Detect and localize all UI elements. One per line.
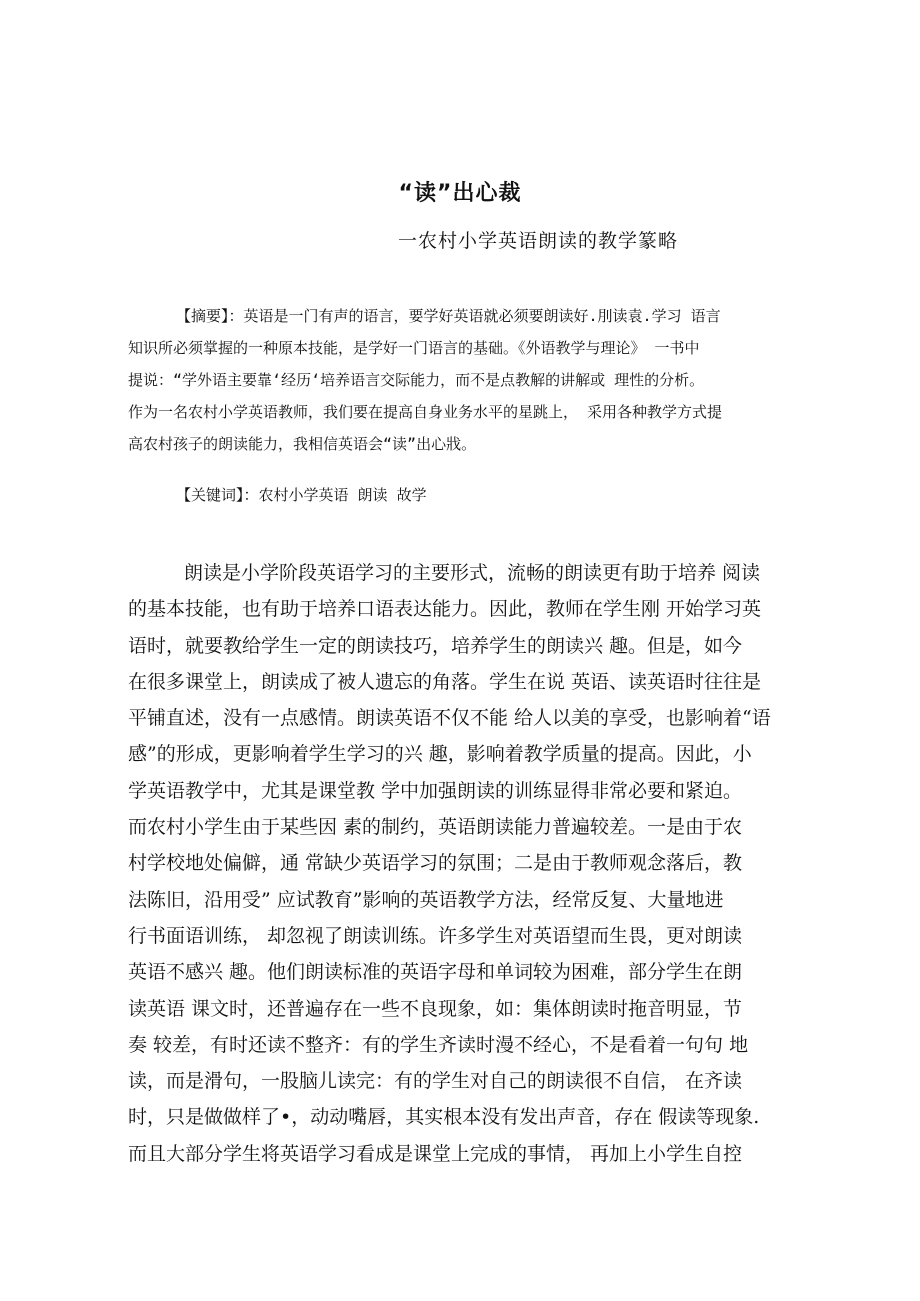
body-line: 读英语 课文时，还普遍存在一些不良现象，如：集体朗读时拖音明显，节 [128, 997, 743, 1020]
abstract-block [128, 300, 790, 460]
body-paragraph [128, 555, 792, 1172]
body-line: 感”的形成，更影响着学生学习的兴 趣，影响着教学质量的提高。因此，小 [128, 743, 752, 766]
body-line: 学英语教学中，尤其是课堂教 学中加强朗读的训练显得非常必要和紧迫。 [128, 779, 743, 802]
body-line: 平铺直述，没有一点感情。朗读英语不仅不能 给人以美的享受，也影响着“语 [128, 707, 771, 730]
body-line: 在很多课堂上，朗读成了被人遗忘的角落。学生在说 英语、读英语时往往是 [128, 670, 762, 693]
body-line: 奏 较差，有时还读不整齐：有的学生齐读时漫不经心，不是看着一句句 地 [128, 1033, 749, 1056]
abstract-line: 作为一名农村小学英语教师，我们要在提高自身业务水平的星跳上， 采用各种教学方式提 [128, 403, 723, 421]
body-line: 英语不感兴 趣。他们朗读标准的英语字母和单词较为困难，部分学生在朗 [128, 961, 743, 984]
body-line: 行书面语训练， 却忽视了朗读训练。许多学生对英语望而生畏，更对朗读 [128, 924, 743, 947]
body-line: 语时，就要教给学生一定的朗读技巧，培养学生的朗读兴 趣。但是，如今 [128, 634, 743, 657]
body-line: 读，而是滑句，一股脑儿读完：有的学生对自己的朗读很不自信， 在齐读 [128, 1070, 743, 1093]
abstract-line: 提说：“学外语主要靠‘经历‘培养语言交际能力，而不是点教解的讲解或 理性的分析。 [128, 371, 705, 389]
abstract-line: 知识所必须掌握的一种原本技能，是学好一门语言的基础。《外语教学与理论》 一书中 [128, 339, 700, 357]
abstract-line: 高农村孩子的朗读能力，我相信英语会“读”出心戕。 [128, 435, 477, 453]
body-line: 时，只是做做样了•，动动嘴唇，其实根本没有发出声音，存在 假读等现象. [128, 1106, 760, 1129]
page-title: “读”出心裁 [398, 181, 522, 206]
body-line: 的基本技能，也有助于培养口语表达能力。因此，教师在学生刚 开始学习英 [128, 598, 762, 621]
abstract-line: 【摘要】：英语是一门有声的语言，要学好英语就必须要朗读好.刖读袁.学习 语言 [176, 307, 721, 325]
page-subtitle: 一农村小学英语朗读的教学篆略 [398, 230, 679, 252]
body-line: 朗读是小学阶段英语学习的主要形式，流畅的朗读更有助于培养 阅读 [184, 562, 761, 584]
body-line: 而且大部分学生将英语学习看成是课堂上完成的事情， 再加上小学生自控 [128, 1142, 743, 1165]
keywords-line: 【关键词】：农村小学英语 朗读 故学 [176, 486, 427, 504]
body-line: 而农村小学生由于某些因 素的制约，英语朗读能力普遍较差。一是由于农 [128, 816, 743, 839]
body-line: 法陈旧，沿用受” 应试教育”影响的英语教学方法，经常反复、大量地进 [128, 888, 724, 911]
body-line: 村学校地处偏僻，通 常缺少英语学习的氛围；二是由于教师观念落后，教 [128, 852, 743, 875]
